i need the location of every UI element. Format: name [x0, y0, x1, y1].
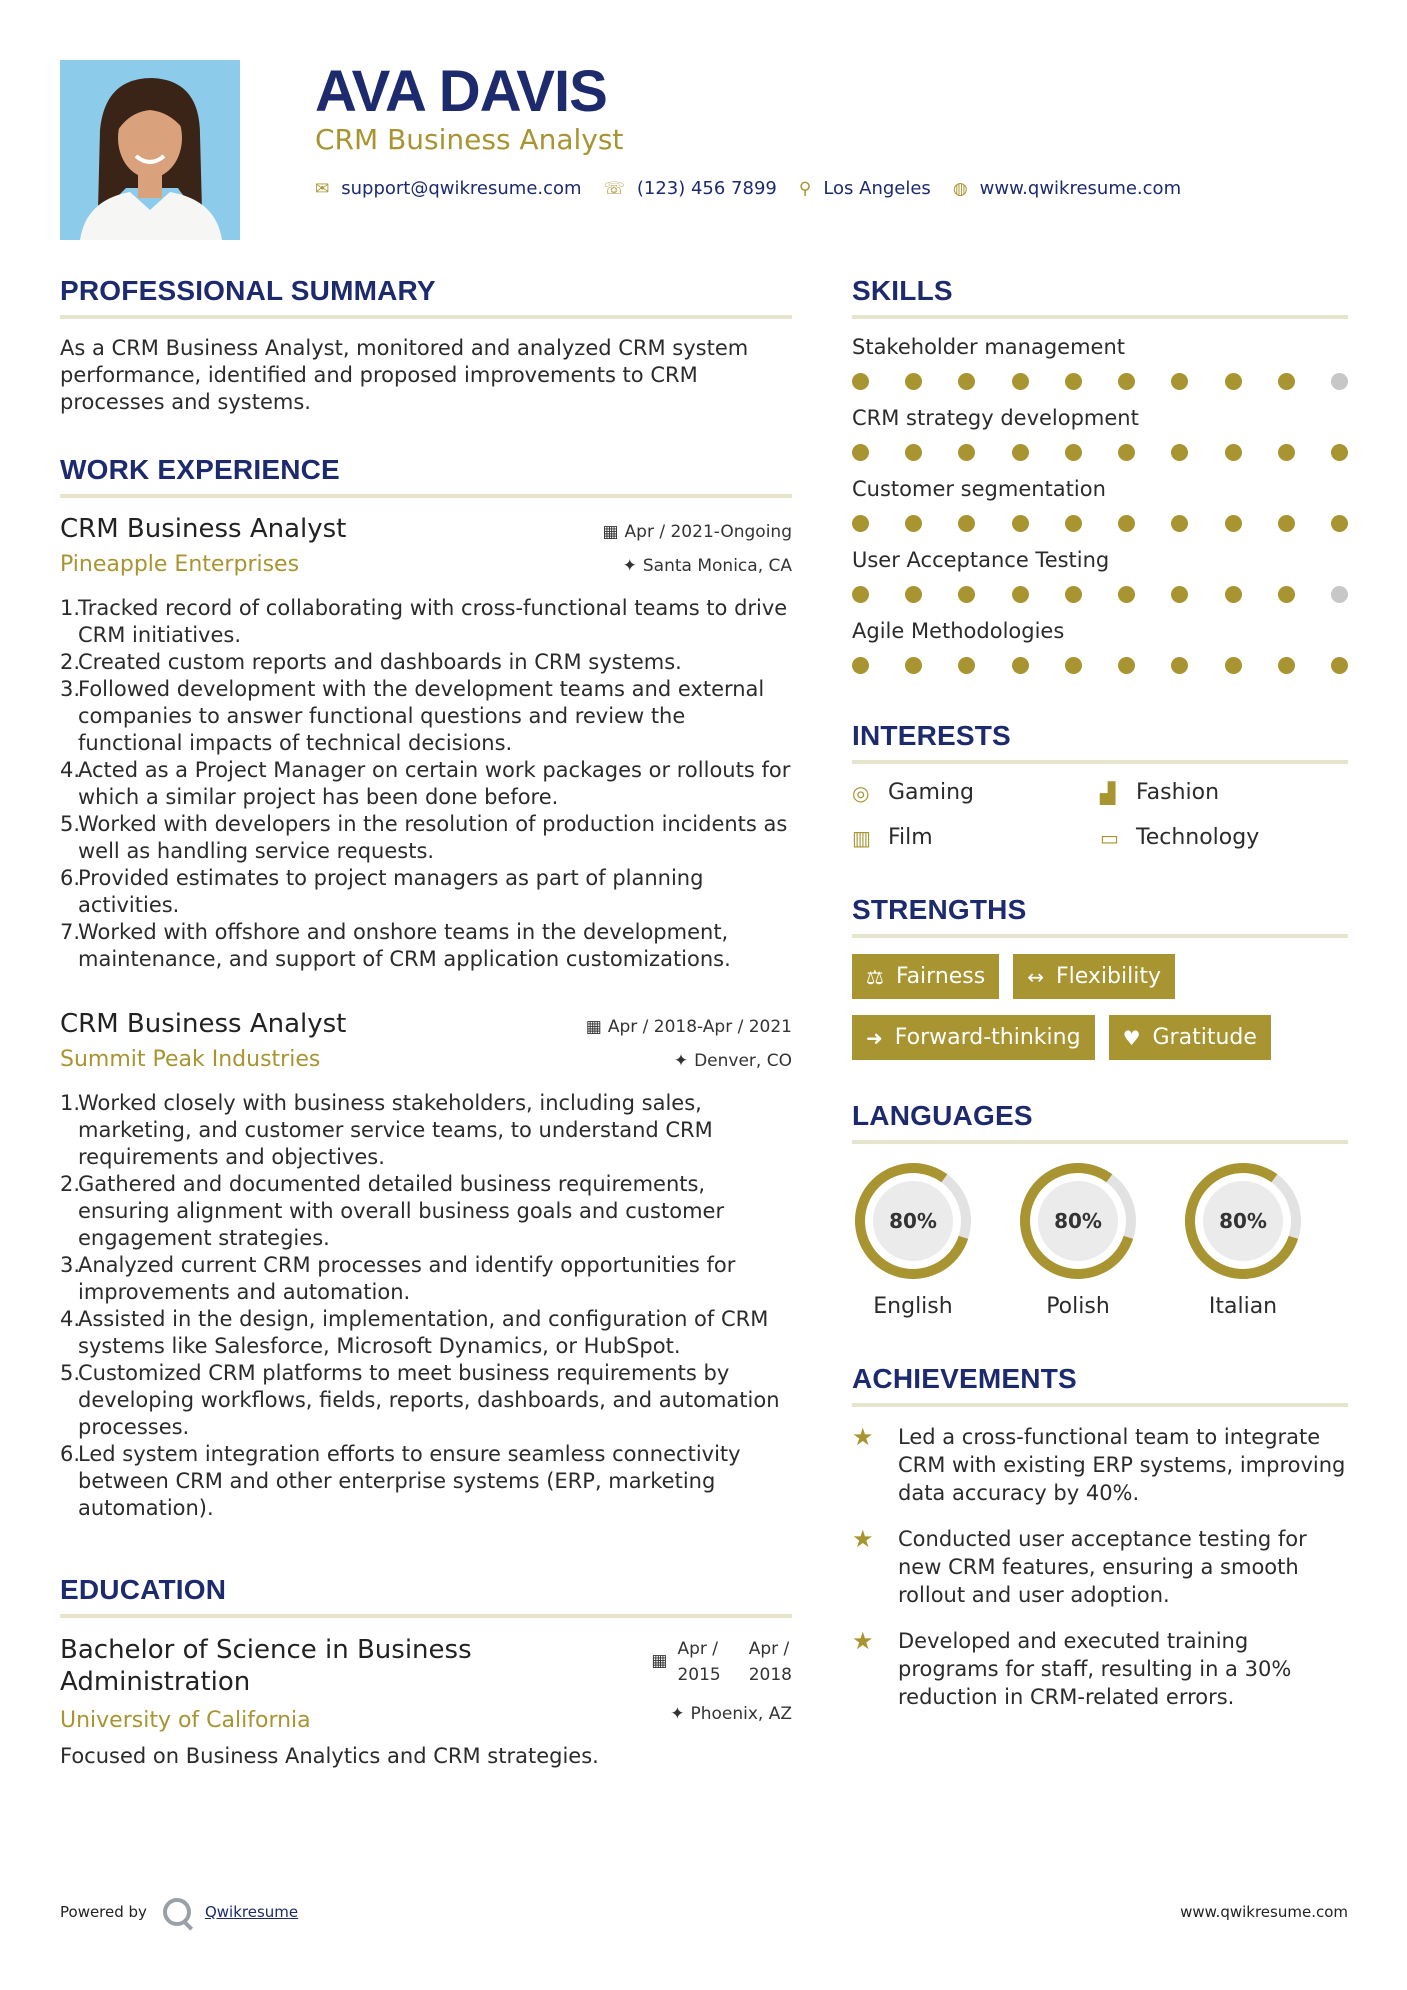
language-percent: 80%: [1219, 1209, 1267, 1233]
list-item: 2. Gathered and documented detailed business requirements, ensuring alignment with overall business goals and customer engagement strategies.: [60, 1172, 725, 1250]
list-item: 7. Worked with offshore and onshore teams in the development, maintenance, and support of CRM application customizations.: [60, 920, 731, 971]
skills-list: [852, 335, 1348, 674]
skill-rating: [852, 373, 1348, 390]
rating-dot-filled: [1012, 373, 1029, 390]
powered-by-label: Powered by: [60, 1903, 147, 1921]
achievement-item: ★ Developed and executed training programs for staff, resulting in a 30% reduction in CRM-related errors.: [852, 1627, 1292, 1709]
interest-item: ◎ Gaming: [852, 780, 974, 805]
education-heading: EDUCATION: [60, 1574, 792, 1618]
language-percent: 80%: [889, 1209, 937, 1233]
arrows-horizontal-icon: ↔: [1027, 964, 1044, 989]
list-item: 3. Analyzed current CRM processes and identify opportunities for improvements and automation.: [60, 1253, 736, 1304]
skill-item: [852, 335, 1348, 390]
pin-icon: ✦: [670, 1704, 685, 1724]
rating-dot-filled: [1331, 657, 1348, 674]
rating-dot-filled: [905, 657, 922, 674]
job-title: CRM Business Analyst: [60, 514, 347, 544]
summary-heading: PROFESSIONAL SUMMARY: [60, 275, 792, 319]
degree-title: Bachelor of Science in Business Administration: [60, 1635, 472, 1697]
calendar-icon: ▦: [651, 1651, 668, 1671]
rating-dot-filled: [852, 657, 869, 674]
shopping-bag-icon: ▟: [1100, 780, 1116, 805]
skill-rating: [852, 444, 1348, 461]
strength-tag: ⚖ Fairness: [852, 954, 999, 999]
rating-dot-filled: [852, 373, 869, 390]
contact-bar: [315, 178, 1203, 199]
rating-dot-filled: [1012, 586, 1029, 603]
envelope-icon: ✉: [315, 178, 330, 199]
film-icon: ▥: [852, 825, 871, 850]
rating-dot-filled: [1278, 586, 1295, 603]
page-footer: [60, 1898, 1348, 1926]
list-item: 2. Created custom reports and dashboards in CRM systems.: [60, 650, 682, 674]
rating-dot-filled: [1012, 515, 1029, 532]
skill-name: Customer segmentation: [852, 477, 1106, 501]
language-name: Italian: [1208, 1294, 1278, 1319]
job-location: Santa Monica, CA: [642, 556, 792, 576]
rating-dot-empty: [1331, 373, 1348, 390]
left-column: [60, 275, 792, 1770]
rating-dot-filled: [1225, 515, 1242, 532]
skill-rating: [852, 586, 1348, 603]
gamepad-icon: ◎: [852, 780, 870, 805]
job-dates: Apr / 2021-Ongoing: [624, 522, 792, 542]
rating-dot-filled: [1065, 586, 1082, 603]
map-pin-icon: ⚲: [798, 178, 812, 199]
rating-dot-filled: [905, 373, 922, 390]
rating-dot-filled: [1118, 586, 1135, 603]
brand-link[interactable]: Qwikresume: [204, 1903, 299, 1921]
skills-heading: SKILLS: [852, 275, 1348, 319]
language-ring: [852, 1160, 974, 1282]
rating-dot-filled: [1012, 444, 1029, 461]
skill-name: Agile Methodologies: [852, 619, 1065, 643]
email-link[interactable]: support@qwikresume.com: [341, 178, 582, 199]
star-icon: ★: [852, 1525, 874, 1553]
rating-dot-filled: [1171, 444, 1188, 461]
rating-dot-filled: [852, 444, 869, 461]
rating-dot-filled: [1065, 515, 1082, 532]
rating-dot-filled: [1065, 373, 1082, 390]
phone-icon: ☏: [603, 178, 625, 199]
rating-dot-filled: [1278, 515, 1295, 532]
achievement-item: ★ Led a cross-functional team to integrate CRM with existing ERP systems, improving data accuracy by 40%.: [852, 1423, 1346, 1505]
footer-url[interactable]: www.qwikresume.com: [1180, 1903, 1348, 1921]
education-entry: [60, 1634, 792, 1733]
job-entry: [60, 514, 792, 973]
job-title: CRM Business Analyst: [60, 1009, 347, 1039]
edu-location: Phoenix, AZ: [690, 1704, 792, 1724]
job-bullets: [60, 1090, 792, 1522]
interests-heading: INTERESTS: [852, 720, 1348, 764]
rating-dot-filled: [958, 444, 975, 461]
rating-dot-filled: [905, 515, 922, 532]
rating-dot-filled: [958, 373, 975, 390]
job-company: Pineapple Enterprises: [60, 552, 300, 577]
rating-dot-filled: [1331, 444, 1348, 461]
language-item: [1182, 1160, 1347, 1319]
language-item: [1017, 1160, 1182, 1319]
qwikresume-logo-icon: [163, 1898, 191, 1926]
rating-dot-filled: [1118, 657, 1135, 674]
rating-dot-filled: [1225, 586, 1242, 603]
rating-dot-filled: [1225, 444, 1242, 461]
list-item: 6. Led system integration efforts to ensure seamless connectivity between CRM and other enterprise systems (ERP, marketing automation).: [60, 1442, 741, 1520]
languages-heading: LANGUAGES: [852, 1100, 1348, 1144]
summary-text: As a CRM Business Analyst, monitored and analyzed CRM system performance, identified and proposed improvements to CRM processes and systems.: [60, 336, 749, 414]
rating-dot-empty: [1331, 586, 1348, 603]
job-entry: [60, 1009, 792, 1522]
interest-item: ▟ Fashion: [1100, 780, 1220, 805]
achievements-list: [852, 1423, 1348, 1711]
rating-dot-filled: [905, 586, 922, 603]
star-icon: ★: [852, 1423, 874, 1451]
list-item: 4. Acted as a Project Manager on certain work packages or rollouts for which a similar project has been done before.: [60, 758, 791, 809]
skill-item: [852, 619, 1348, 674]
rating-dot-filled: [1171, 515, 1188, 532]
rating-dot-filled: [852, 586, 869, 603]
laptop-icon: ▭: [1100, 825, 1119, 850]
education-description: Focused on Business Analytics and CRM strategies.: [60, 1744, 599, 1768]
strength-tag: ↔ Flexibility: [1013, 954, 1175, 999]
skill-item: [852, 548, 1348, 603]
phone-number[interactable]: (123) 456 7899: [636, 178, 777, 199]
rating-dot-filled: [1171, 657, 1188, 674]
star-icon: ★: [852, 1627, 874, 1655]
rating-dot-filled: [1278, 444, 1295, 461]
rating-dot-filled: [1012, 657, 1029, 674]
list-item: 6. Provided estimates to project managers as part of planning activities.: [60, 866, 704, 917]
language-ring: [1017, 1160, 1139, 1282]
language-percent: 80%: [1054, 1209, 1102, 1233]
edu-end-year: 2018: [748, 1665, 792, 1685]
rating-dot-filled: [1225, 657, 1242, 674]
language-name: Polish: [1046, 1294, 1110, 1319]
language-item: [852, 1160, 1017, 1319]
balance-scale-icon: ⚖: [866, 964, 884, 989]
rating-dot-filled: [958, 586, 975, 603]
strengths-list: [852, 954, 1348, 1060]
skill-item: [852, 477, 1348, 532]
skill-name: User Acceptance Testing: [852, 548, 1110, 572]
rating-dot-filled: [1278, 657, 1295, 674]
list-item: 4. Assisted in the design, implementation, and configuration of CRM systems like Salesforce, Microsoft Dynamics, or HubSpot.: [60, 1307, 769, 1358]
job-company: Summit Peak Industries: [60, 1047, 321, 1072]
job-location: Denver, CO: [694, 1051, 792, 1071]
website-link[interactable]: www.qwikresume.com: [979, 178, 1182, 199]
edu-end-month: Apr /: [748, 1639, 790, 1659]
heart-icon: ♥: [1122, 1025, 1141, 1050]
pin-icon: ✦: [673, 1051, 689, 1071]
rating-dot-filled: [1118, 515, 1135, 532]
rating-dot-filled: [905, 444, 922, 461]
rating-dot-filled: [1278, 373, 1295, 390]
strengths-heading: STRENGTHS: [852, 894, 1348, 938]
rating-dot-filled: [1171, 586, 1188, 603]
rating-dot-filled: [852, 515, 869, 532]
location-text: Los Angeles: [823, 178, 931, 199]
rating-dot-filled: [1065, 444, 1082, 461]
strength-tag: ➜ Forward-thinking: [852, 1015, 1095, 1060]
rating-dot-filled: [1171, 373, 1188, 390]
list-item: 1. Tracked record of collaborating with cross-functional teams to drive CRM initiatives.: [60, 596, 788, 647]
edu-start-month: Apr /: [677, 1639, 719, 1659]
rating-dot-filled: [1065, 657, 1082, 674]
globe-icon: ◍: [952, 178, 968, 199]
job-bullets: [60, 595, 792, 973]
strength-tag: ♥ Gratitude: [1109, 1015, 1271, 1060]
list-item: 5. Customized CRM platforms to meet business requirements by developing workflows, fields, reports, dashboards, and automation processes.: [60, 1361, 780, 1439]
achievement-item: ★ Conducted user acceptance testing for new CRM features, ensuring a smooth rollout and user adoption.: [852, 1525, 1307, 1607]
profile-photo: [60, 60, 240, 240]
interests-list: [852, 780, 1348, 850]
interest-item: ▥ Film: [852, 825, 933, 850]
rating-dot-filled: [1331, 515, 1348, 532]
candidate-name: AVA DAVIS: [315, 59, 607, 124]
rating-dot-filled: [958, 657, 975, 674]
candidate-title: CRM Business Analyst: [315, 123, 624, 156]
languages-list: [852, 1160, 1348, 1319]
edu-start-year: 2015: [677, 1665, 721, 1685]
skill-name: Stakeholder management: [852, 335, 1125, 359]
arrow-right-icon: ➜: [866, 1025, 883, 1050]
language-ring: [1182, 1160, 1304, 1282]
job-dates: Apr / 2018-Apr / 2021: [607, 1017, 792, 1037]
experience-heading: WORK EXPERIENCE: [60, 454, 792, 498]
interest-item: ▭ Technology: [1100, 825, 1260, 850]
calendar-icon: ▦: [602, 522, 619, 542]
skill-rating: [852, 657, 1348, 674]
rating-dot-filled: [1118, 373, 1135, 390]
list-item: 1. Worked closely with business stakeholders, including sales, marketing, and customer service teams, to understand CRM requirements and objectives.: [60, 1091, 713, 1169]
calendar-icon: ▦: [585, 1017, 602, 1037]
right-column: [852, 275, 1348, 1729]
skill-name: CRM strategy development: [852, 406, 1139, 430]
pin-icon: ✦: [622, 556, 637, 576]
list-item: 5. Worked with developers in the resolution of production incidents as well as handling service requests.: [60, 812, 788, 863]
rating-dot-filled: [1118, 444, 1135, 461]
achievements-heading: ACHIEVEMENTS: [852, 1363, 1348, 1407]
rating-dot-filled: [958, 515, 975, 532]
skill-rating: [852, 515, 1348, 532]
skill-item: [852, 406, 1348, 461]
school-name: University of California: [60, 1708, 311, 1733]
language-name: English: [873, 1294, 953, 1319]
list-item: 3. Followed development with the development teams and external companies to answer functional questions and review the functional impacts of technical decisions.: [60, 677, 765, 755]
rating-dot-filled: [1225, 373, 1242, 390]
